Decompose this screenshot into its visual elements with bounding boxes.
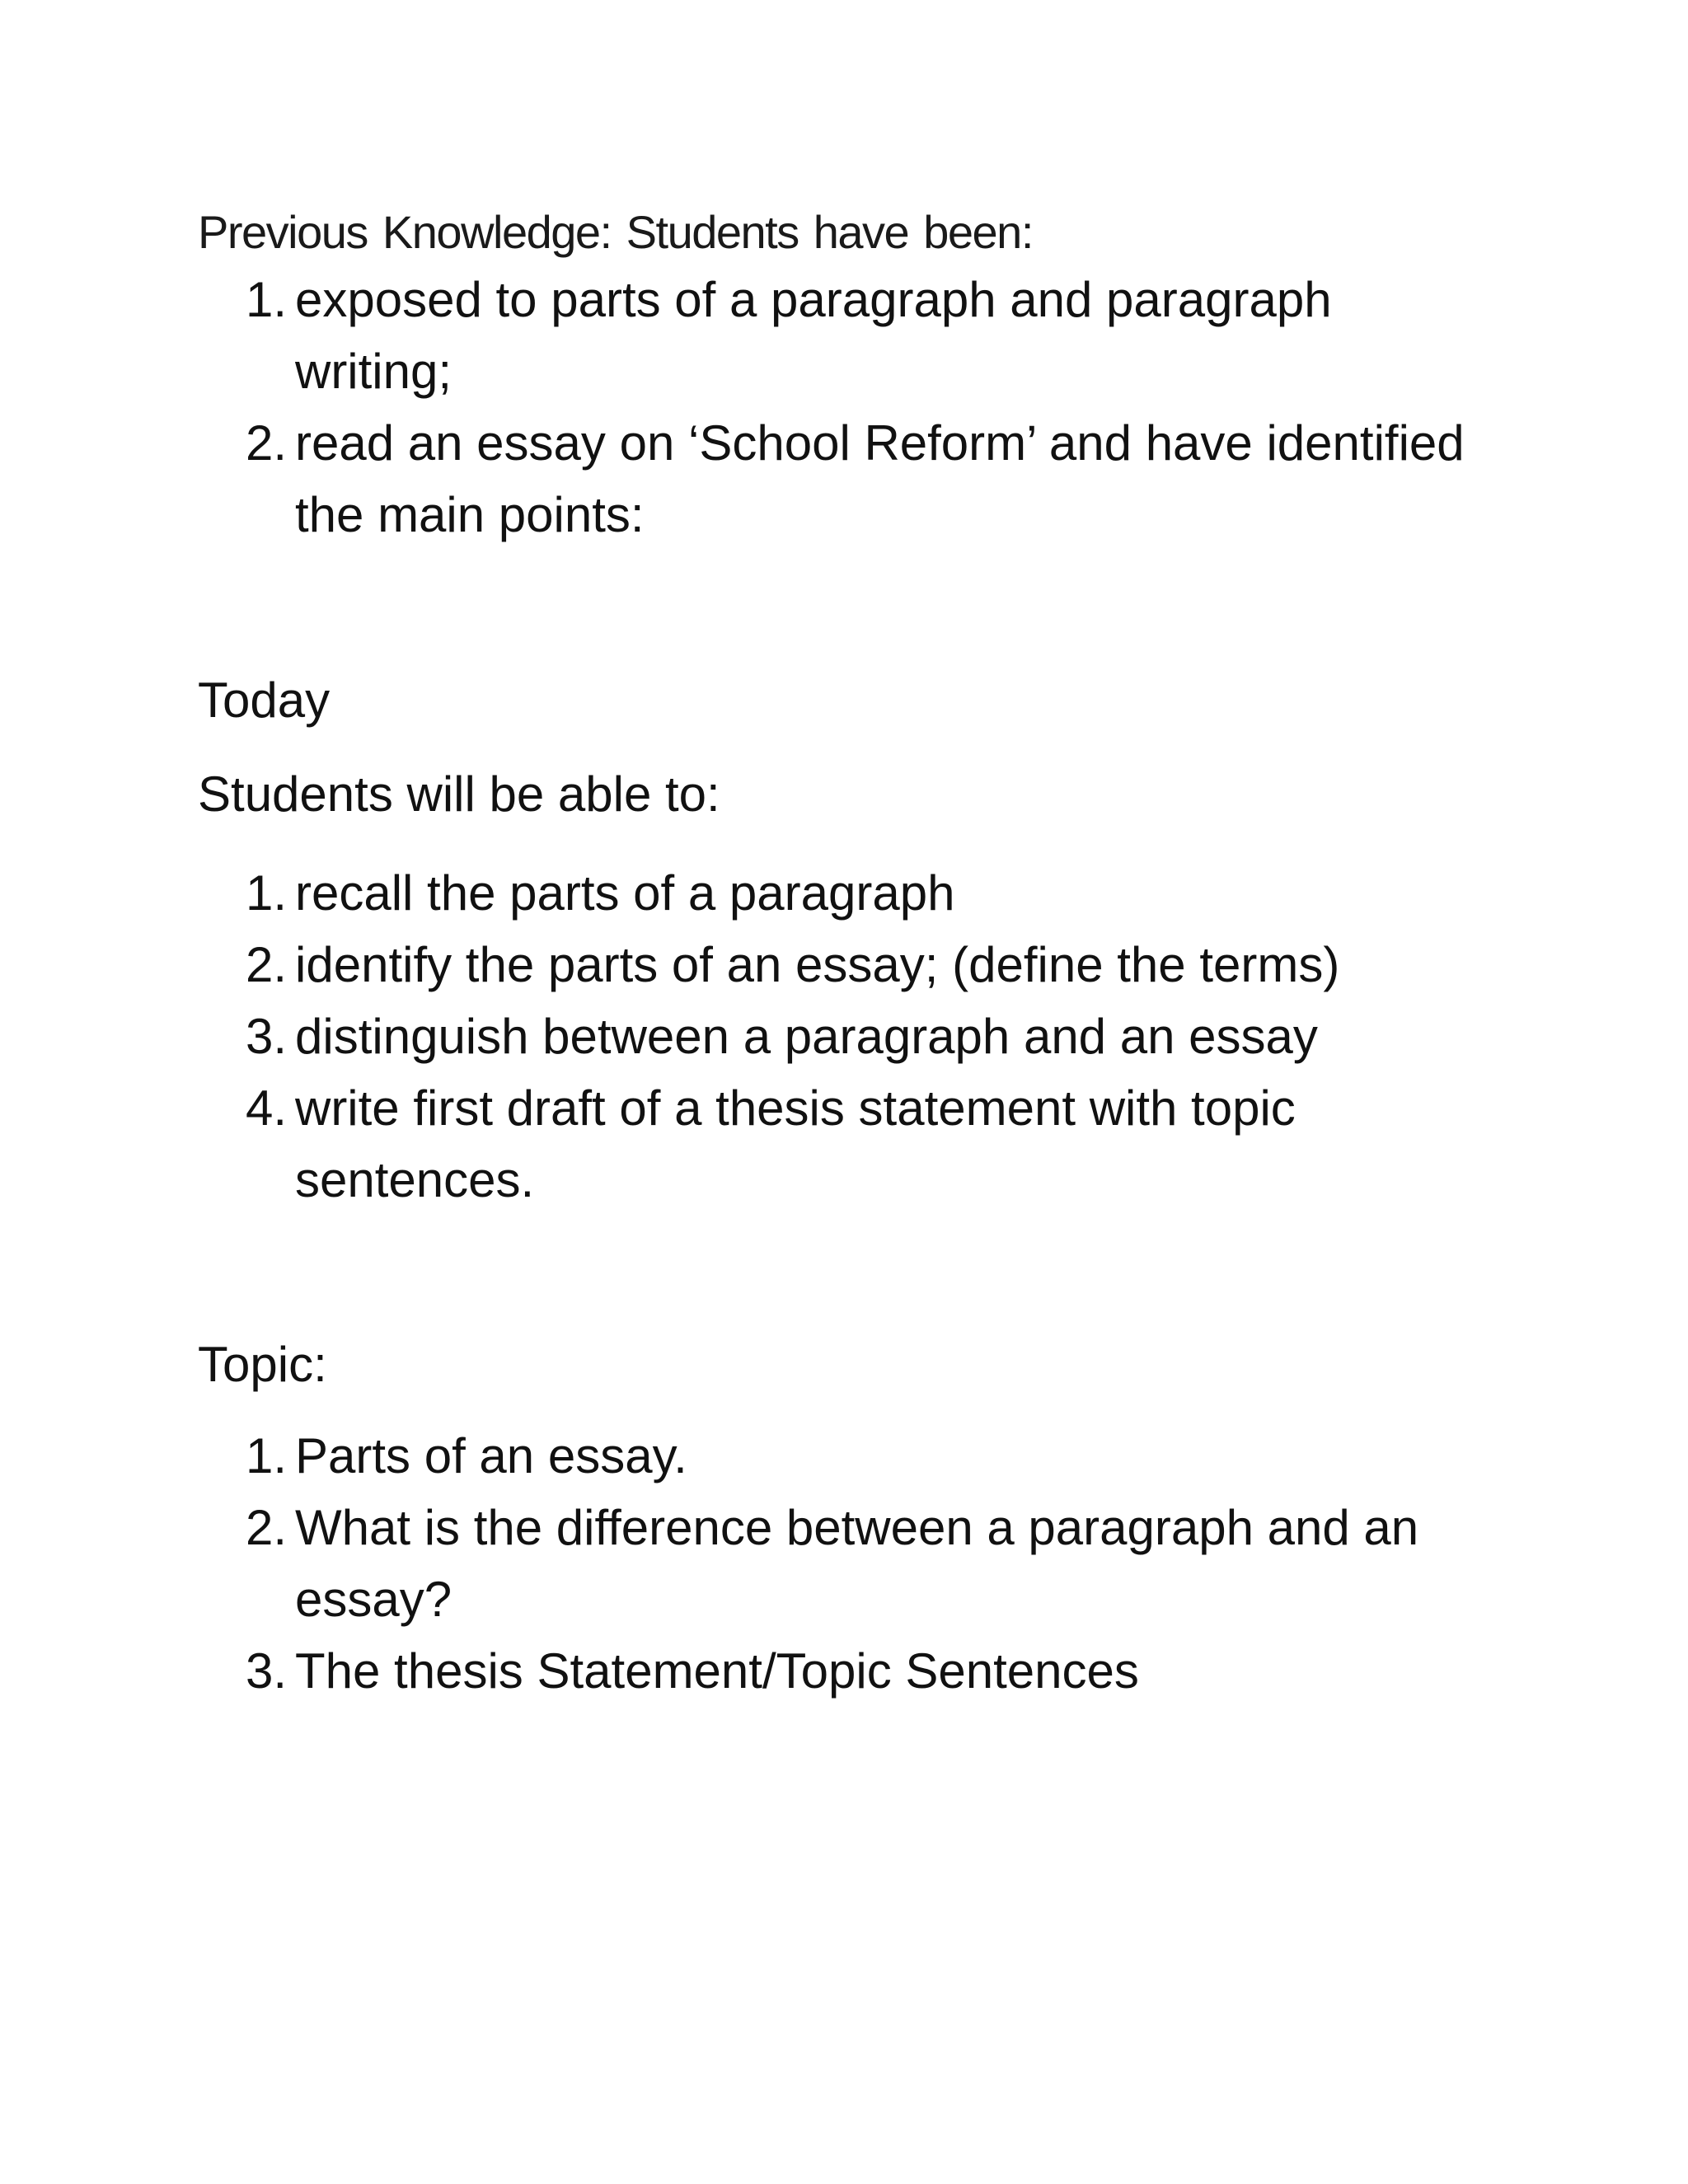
students-will-heading: Students will be able to: [198, 766, 720, 822]
list-item-number: 3. [246, 1009, 288, 1064]
list-item-text: exposed to parts of a paragraph and paragraph writing; [295, 272, 1332, 399]
list-item-number: 1. [246, 865, 288, 921]
list-item [0, 1072, 1490, 1216]
topic-list [0, 1420, 1490, 1707]
list-item-text: write first draft of a thesis statement with topic sentences. [295, 1080, 1296, 1207]
topic-heading: Topic: [198, 1337, 327, 1392]
list-item-number: 2. [246, 937, 288, 992]
list-item-text: read an essay on ‘School Reform’ and have identified the main points: [295, 415, 1465, 542]
previous-knowledge-heading: Previous Knowledge: Students have been: [198, 206, 1033, 258]
list-item-number: 3. [246, 1643, 288, 1699]
list-item-number: 2. [246, 1500, 288, 1555]
list-item [0, 1420, 1490, 1492]
list-item-text: recall the parts of a paragraph [295, 865, 955, 921]
list-item-number: 1. [246, 272, 288, 327]
list-item [0, 407, 1490, 551]
list-item-text: What is the difference between a paragraph and an essay? [295, 1500, 1419, 1627]
objectives-list [0, 857, 1490, 1216]
list-item [0, 857, 1490, 929]
list-item-number: 2. [246, 415, 288, 471]
list-item [0, 1492, 1490, 1635]
list-item [0, 929, 1490, 1001]
list-item-text: Parts of an essay. [295, 1428, 687, 1483]
list-item [0, 1635, 1490, 1707]
today-heading: Today [198, 673, 331, 728]
list-item-text: distinguish between a paragraph and an essay [295, 1009, 1318, 1064]
previous-knowledge-list [0, 264, 1490, 551]
list-item-text: identify the parts of an essay; (define the terms) [295, 937, 1340, 992]
list-item [0, 1001, 1490, 1072]
list-item [0, 264, 1490, 407]
list-item-number: 4. [246, 1080, 288, 1136]
list-item-text: The thesis Statement/Topic Sentences [295, 1643, 1139, 1699]
list-item-number: 1. [246, 1428, 288, 1483]
